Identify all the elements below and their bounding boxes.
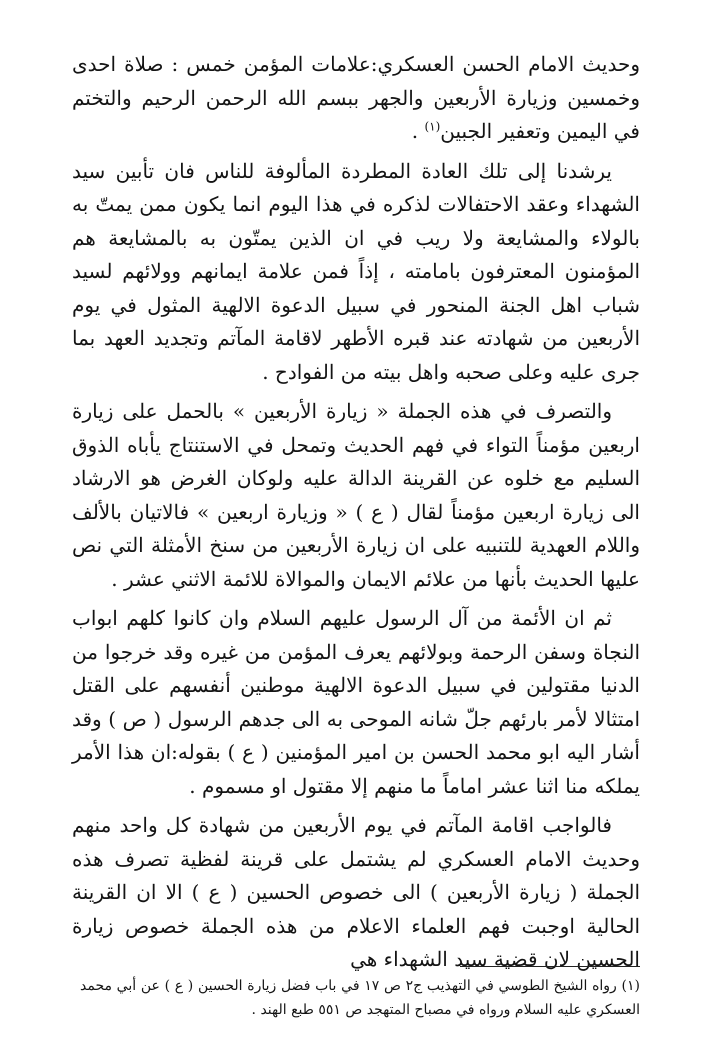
paragraph-2: يرشدنا إلى تلك العادة المطردة المألوفة للناس فان تأبين سيد الشهداء وعقد الاحتفالات لذكره في هذا اليوم انما يكون ممن يمتّ به بالولاء والمشايعة ولا ريب في ان الذين يمتّون به بالمشايعة هم المؤمنون المعترفون بامامته ، إذاً فمن علامة ايمانهم وولائهم لسيد شباب اهل الجنة المنحور في سبيل الدعوة الالهية المثول في يوم الأربعين من شهادته عند قبره الأطهر لاقامة المآتم وتجديد العهد بما جرى عليه وعلى صحبه واهل بيته من الفوادح .: [72, 158, 640, 384]
page-body: [72, 48, 640, 983]
footnote-marker: (١): [424, 119, 441, 134]
paragraph-1: [72, 48, 640, 149]
footnote-section: [80, 974, 640, 1022]
paragraph-4: ثم ان الأئمة من آل الرسول عليهم السلام وان كانوا كلهم ابواب النجاة وسفن الرحمة وبولائهم يعرف المؤمن من غيره وقد خرجوا من الدنيا مقتولين في سبيل الدعوة الالهية موطنين أنفسهم على القتل امتثالا لأمر بارئهم جلّ شانه الموحى به الى جدهم الرسول ( ص ) وقد أشار اليه ابو محمد الحسن بن امير المؤمنين ( ع ) بقوله:ان هذا الأمر يملكه منا اثنا عشر اماماً ما منهم إلا مقتول او مسموم .: [72, 606, 640, 798]
paragraph-1-text: وحديث الامام الحسن العسكري:علامات المؤمن خمس : صلاة احدى وخمسين وزيارة الأربعين والجهر ببسم الله الرحمن الرحيم والتختم في اليمين وتعفير الجبين: [72, 52, 640, 143]
footnote-1: (١) رواه الشيخ الطوسي في التهذيب ج٢ ص ١٧ في باب فضل زيارة الحسين ( ع ) عن أبي محمد العسكري عليه السلام ورواه في مصباح المتهجد ص ٥٥١ طبع الهند .: [80, 978, 640, 1018]
paragraph-5: فالواجب اقامة المآتم في يوم الأربعين من شهادة كل واحد منهم وحديث الامام العسكري لم يشتمل على قرينة لفظية تصرف هذه الجملة ( زيارة الأربعين ) الى خصوص الحسين ( ع ) الا ان القرينة الحالية اوجبت فهم العلماء الاعلام من هذه الجملة خصوص زيارة الحسين لان قضية سيد الشهداء هي: [72, 813, 641, 971]
paragraph-3: والتصرف في هذه الجملة « زيارة الأربعين » بالحمل على زيارة اربعين مؤمناً التواء في فهم الحديث وتمحل في الاستنتاج يأباه الذوق السليم مع خلوه عن القرينة الدالة عليه ولوكان الغرض هو الارشاد الى زيارة اربعين مؤمناً لقال ( ع ) « وزيارة اربعين » فالاتيان بالألف واللام العهدية للتنبيه على ان زيارة الأربعين من سنخ الأمثلة التي نص عليها الحديث بأنها من علائم الايمان والموالاة للائمة الاثني عشر .: [72, 399, 641, 591]
paragraph-1-tail: .: [411, 119, 425, 143]
footnote-divider: [460, 966, 640, 967]
